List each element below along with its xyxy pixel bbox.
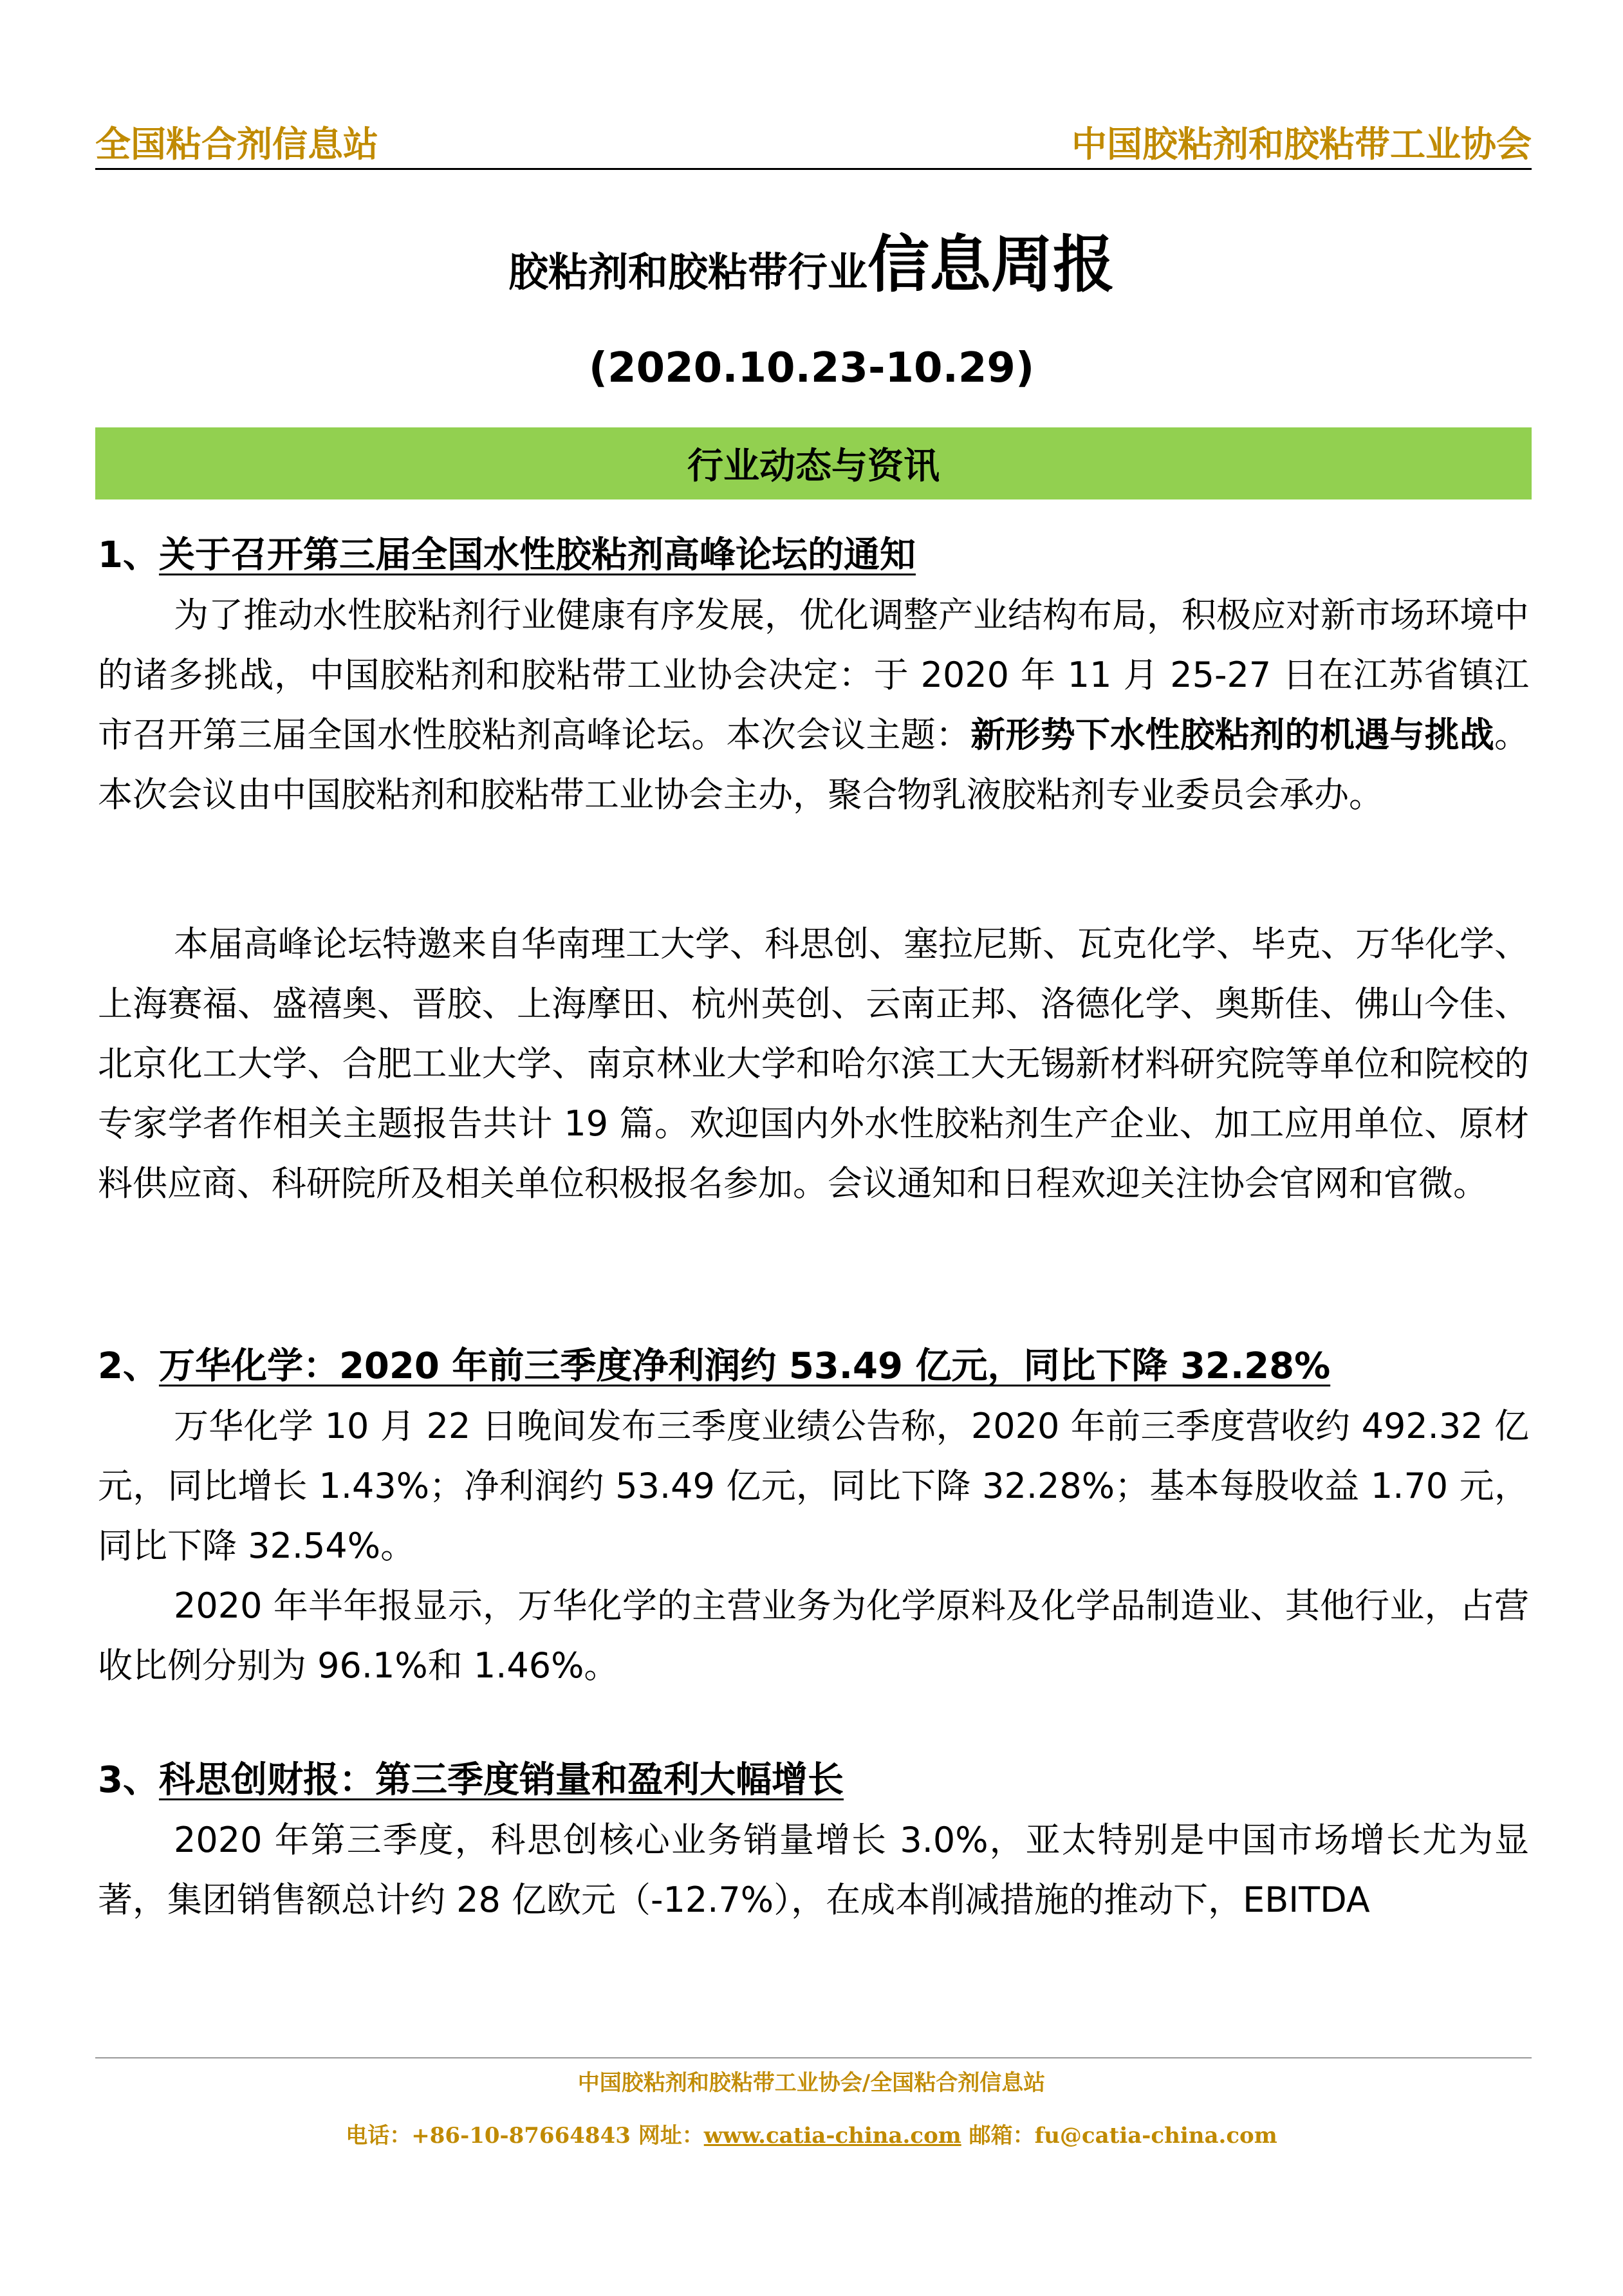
footer-org: 中国胶粘剂和胶粘带工业协会/全国粘合剂信息站 (577, 2070, 1046, 2096)
article-1-paragraph-2: 本届高峰论坛特邀来自华南理工大学、科思创、塞拉尼斯、瓦克化学、毕克、万华化学、上海赛福、盛禧奥、晋胶、上海摩田、杭州英创、云南正邦、洛德化学、奥斯佳、佛山今佳、北京化工大学、合肥工业大学、南京林业大学和哈尔滨工大无锡新材料研究院等单位和院校的专家学者作相关主题报告共计 19 篇。欢迎国内外水性胶粘剂生产企业、加工应用单位、原材料供应商、科研院所及相关单位积极报名参加。会议通知和日程欢迎关注协会官网和官微。 (98, 924, 1529, 1204)
article-1-p1-text: 为了推动水性胶粘剂行业健康有序发展，优化调整产业结构布局，积极应对新市场环境中的诸多挑战，中国胶粘剂和胶粘带工业协会决定：于 2020 年 11 月 25-27 日在江苏省镇江市召开第三届全国水性胶粘剂高峰论坛。本次会议主题： (98, 595, 1529, 755)
section-banner: 行业动态与资讯 (95, 427, 1532, 499)
footer-web-label: 网址： (630, 2123, 704, 2149)
article-3-title: 科思创财报：第三季度销量和盈利大幅增长 (158, 1759, 844, 1801)
footer-email-label: 邮箱： (961, 2123, 1035, 2149)
article-1-p1-tail: 。本次会议由中国胶粘剂和胶粘带工业协会主办，聚合物乳液胶粘剂专业委员会承办。 (98, 714, 1529, 815)
article-1-number: 1、 (98, 534, 159, 576)
title-prefix: 胶粘剂和胶粘带行业 (508, 248, 867, 295)
page-title (0, 216, 1623, 304)
article-2-number: 2、 (98, 1345, 159, 1387)
header-divider (95, 168, 1532, 170)
footer-website-link[interactable]: www.catia-china.com (703, 2123, 961, 2149)
article-2-paragraph-1: 万华化学 10 月 22 日晚间发布三季度业绩公告称，2020 年前三季度营收约 492.32 亿元，同比增长 1.43%；净利润约 53.49 亿元，同比下降 32.28%；基本每股收益 1.70 元，同比下降 32.54%。 (98, 1406, 1529, 1566)
article-3-paragraph-1: 2020 年第三季度，科思创核心业务销量增长 3.0%，亚太特别是中国市场增长尤为显著，集团销售额总计约 28 亿欧元（-12.7%），在成本削减措施的推动下，EBITDA (98, 1820, 1529, 1920)
article-2-heading (98, 1338, 1330, 1389)
header-site-name: 全国粘合剂信息站 (95, 124, 379, 165)
article-2-title: 万华化学：2020 年前三季度净利润约 53.49 亿元，同比下降 32.28% (158, 1345, 1331, 1387)
title-main: 信息周报 (867, 229, 1115, 301)
article-1-heading (98, 527, 916, 578)
article-1-paragraph-1 (98, 585, 1529, 825)
article-1-title: 关于召开第三届全国水性胶粘剂高峰论坛的通知 (158, 534, 916, 576)
article-1-theme: 新形势下水性胶粘剂的机遇与挑战 (970, 714, 1494, 755)
footer-divider (95, 2057, 1532, 2058)
article-3-number: 3、 (98, 1759, 159, 1801)
article-2-paragraph-2: 2020 年半年报显示，万华化学的主营业务为化学原料及化学品制造业、其他行业，占营收比例分别为 96.1%和 1.46%。 (98, 1585, 1529, 1686)
footer-phone-label: 电话： (346, 2123, 412, 2149)
header-association-name: 中国胶粘剂和胶粘带工业协会 (1071, 124, 1532, 165)
footer-email[interactable]: fu@catia-china.com (1034, 2123, 1277, 2149)
footer-contact (0, 2118, 1623, 2149)
report-date-range: (2020.10.23-10.29) (588, 344, 1035, 392)
article-3-heading (98, 1751, 844, 1803)
footer-phone: +86-10-87664843 (411, 2123, 631, 2149)
